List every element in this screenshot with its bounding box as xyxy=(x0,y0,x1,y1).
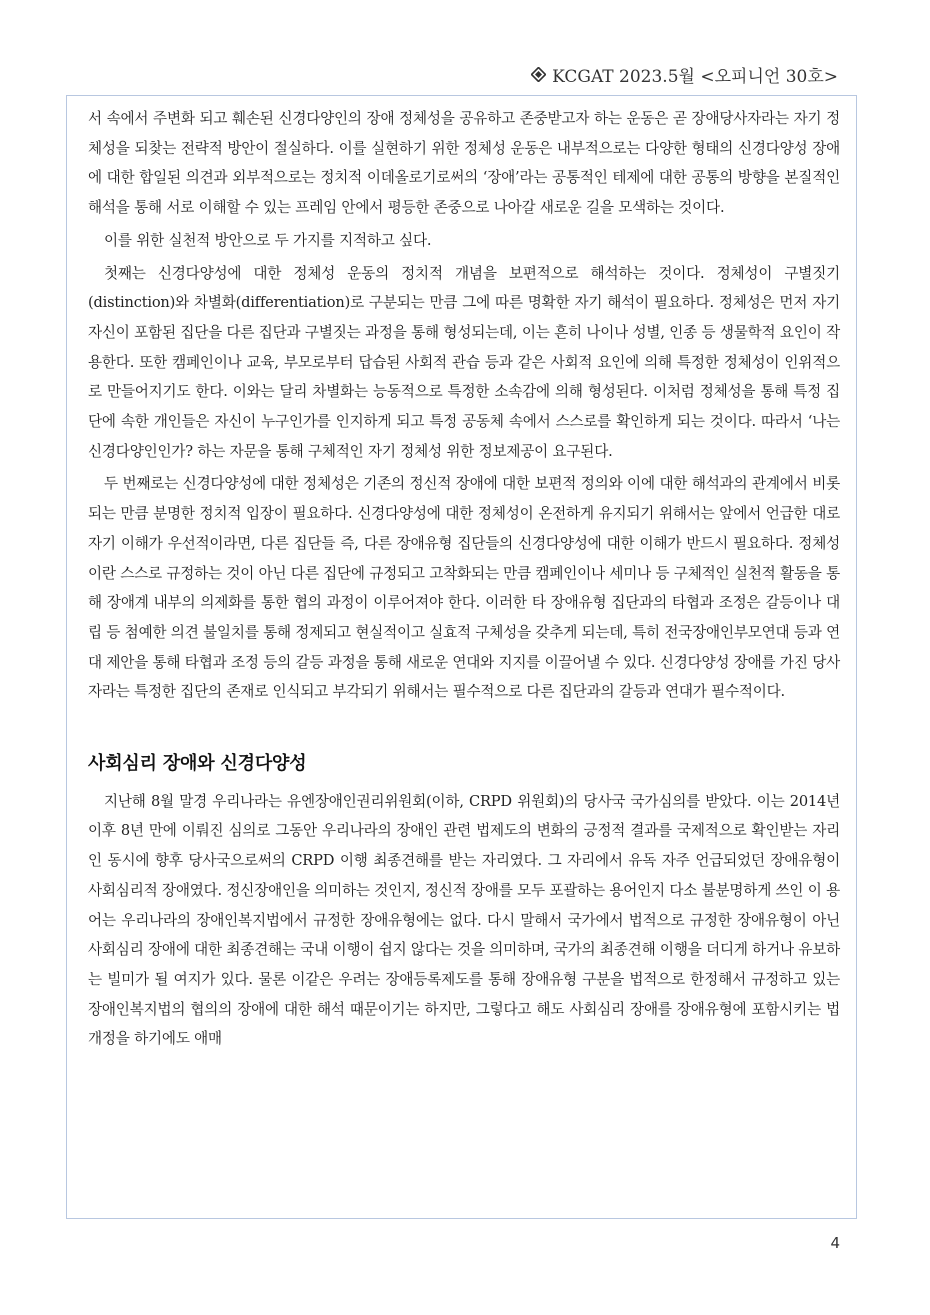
paragraph: 이를 위한 실천적 방안으로 두 가지를 지적하고 싶다. xyxy=(104,231,432,249)
paragraph: 지난해 8월 말경 우리나라는 유엔장애인권리위원회(이하, CRPD 위원회)의 당사국 국가심의를 받았다. 이는 2014년 이후 8년 만에 이뤄진 심의로 그동안 우리나라의 장애인 관련 법제도의 변화의 긍정적 결과를 국제적으로 확인받는 자리인 동시에 향후 당사국으로써의 CRPD 이행 최종견해를 받는 자리였다. 그 자리에서 유독 자주 언급되었던 장애유형이 사회심리적 장애였다. 정신장애인을 의미하는 것인지, 정신적 장애를 모두 포괄하는 용어인지 다소 불분명하게 쓰인 이 용어는 우리나라의 장애인복지법에서 규정한 장애유형에는 없다. 다시 말해서 국가에서 법적으로 규정한 장애유형이 아닌 사회심리 장애에 대한 최종견해는 국내 이행이 쉽지 않다는 것을 의미하며, 국가의 최종견해 이행을 더디게 하거나 유보하는 빌미가 될 여지가 있다. 물론 이같은 우려는 장애등록제도를 통해 장애유형 구분을 법적으로 한정해서 규정하고 있는 장애인복지법의 협의의 장애에 대한 해석 때문이기는 하지만, 그렇다고 해도 사회심리 장애를 장애유형에 포함시키는 법개정을 하기에도 애매 xyxy=(88,792,841,1048)
section-heading: 사회심리 장애와 신경다양성 xyxy=(88,753,307,775)
header-text: KCGAT 2023.5월 <오피니언 30호> xyxy=(552,67,838,87)
paragraph: 서 속에서 주변화 되고 훼손된 신경다양인의 장애 정체성을 공유하고 존중받고자 하는 운동은 곧 장애당사자라는 자기 정체성을 되찾는 전략적 방안이 절실하다. 이를 실현하기 위한 정체성 운동은 내부적으로는 다양한 형태의 신경다양성 장애에 대한 합일된 의견과 외부적으로는 정치적 이데올로기로써의 ‘장애’라는 공통적인 테제에 대한 공통의 방향을 본질적인 해석을 통해 서로 이해할 수 있는 프레임 안에서 평등한 존중으로 나아갈 새로운 길을 모색하는 것이다. xyxy=(88,110,840,217)
paragraph: 두 번째로는 신경다양성에 대한 정체성은 기존의 정신적 장애에 대한 보편적 정의와 이에 대한 해석과의 관계에서 비롯되는 만큼 분명한 정치적 입장이 필요하다. 신경다양성에 대한 정체성이 온전하게 유지되기 위해서는 앞에서 언급한 대로 자기 이해가 우선적이라면, 다른 집단들 즉, 다른 장애유형 집단들의 신경다양성에 대한 이해가 반드시 필요하다. 정체성이란 스스로 규정하는 것이 아닌 다른 집단에 규정되고 고착화되는 만큼 캠페인이나 세미나 등 구체적인 실천적 활동을 통해 장애계 내부의 의제화를 통한 협의 과정이 이루어져야 한다. 이러한 타 장애유형 집단과의 타협과 조정은 갈등이나 대립 등 첨예한 의견 불일치를 통해 정제되고 현실적이고 실효적 구체성을 갖추게 되는데, 특히 전국장애인부모연대 등과 연대 제안을 통해 타협과 조정 등의 갈등 과정을 통해 새로운 연대와 지지를 이끌어낼 수 있다. 신경다양성 장애를 가진 당사자라는 특정한 집단의 존재로 인식되고 부각되기 위해서는 필수적으로 다른 집단과의 갈등과 연대가 필수적이다. xyxy=(88,475,841,701)
paragraph: 첫째는 신경다양성에 대한 정체성 운동의 정치적 개념을 보편적으로 해석하는 것이다. 정체성이 구별짓기(distinction)와 차별화(differentiation)로 구분되는 만큼 그에 따른 명확한 자기 해석이 필요하다. 정체성은 먼저 자기 자신이 포함된 집단을 다른 집단과 구별짓는 과정을 통해 형성되는데, 이는 흔히 나이나 성별, 인종 등 생물학적 요인이 작용한다. 또한 캠페인이나 교육, 부모로부터 답습된 사회적 관습 등과 같은 사회적 요인에 의해 특정한 정체성이 인위적으로 만들어지기도 한다. 이와는 달리 차별화는 능동적으로 특정한 소속감에 의해 형성된다. 이처럼 정체성을 통해 특정 집단에 속한 개인들은 자신이 누구인가를 인지하게 되고 특정 공동체 속에서 스스로를 확인하게 되는 것이다. 따라서 ‘나는 신경다양인인가? 하는 자문을 통해 구체적인 자기 정체성 위한 정보제공이 요구된다. xyxy=(88,264,840,460)
article-body xyxy=(88,104,840,1057)
page-header xyxy=(531,62,838,87)
page-number: 4 xyxy=(830,1234,840,1252)
diamond-logo-icon xyxy=(531,67,546,82)
